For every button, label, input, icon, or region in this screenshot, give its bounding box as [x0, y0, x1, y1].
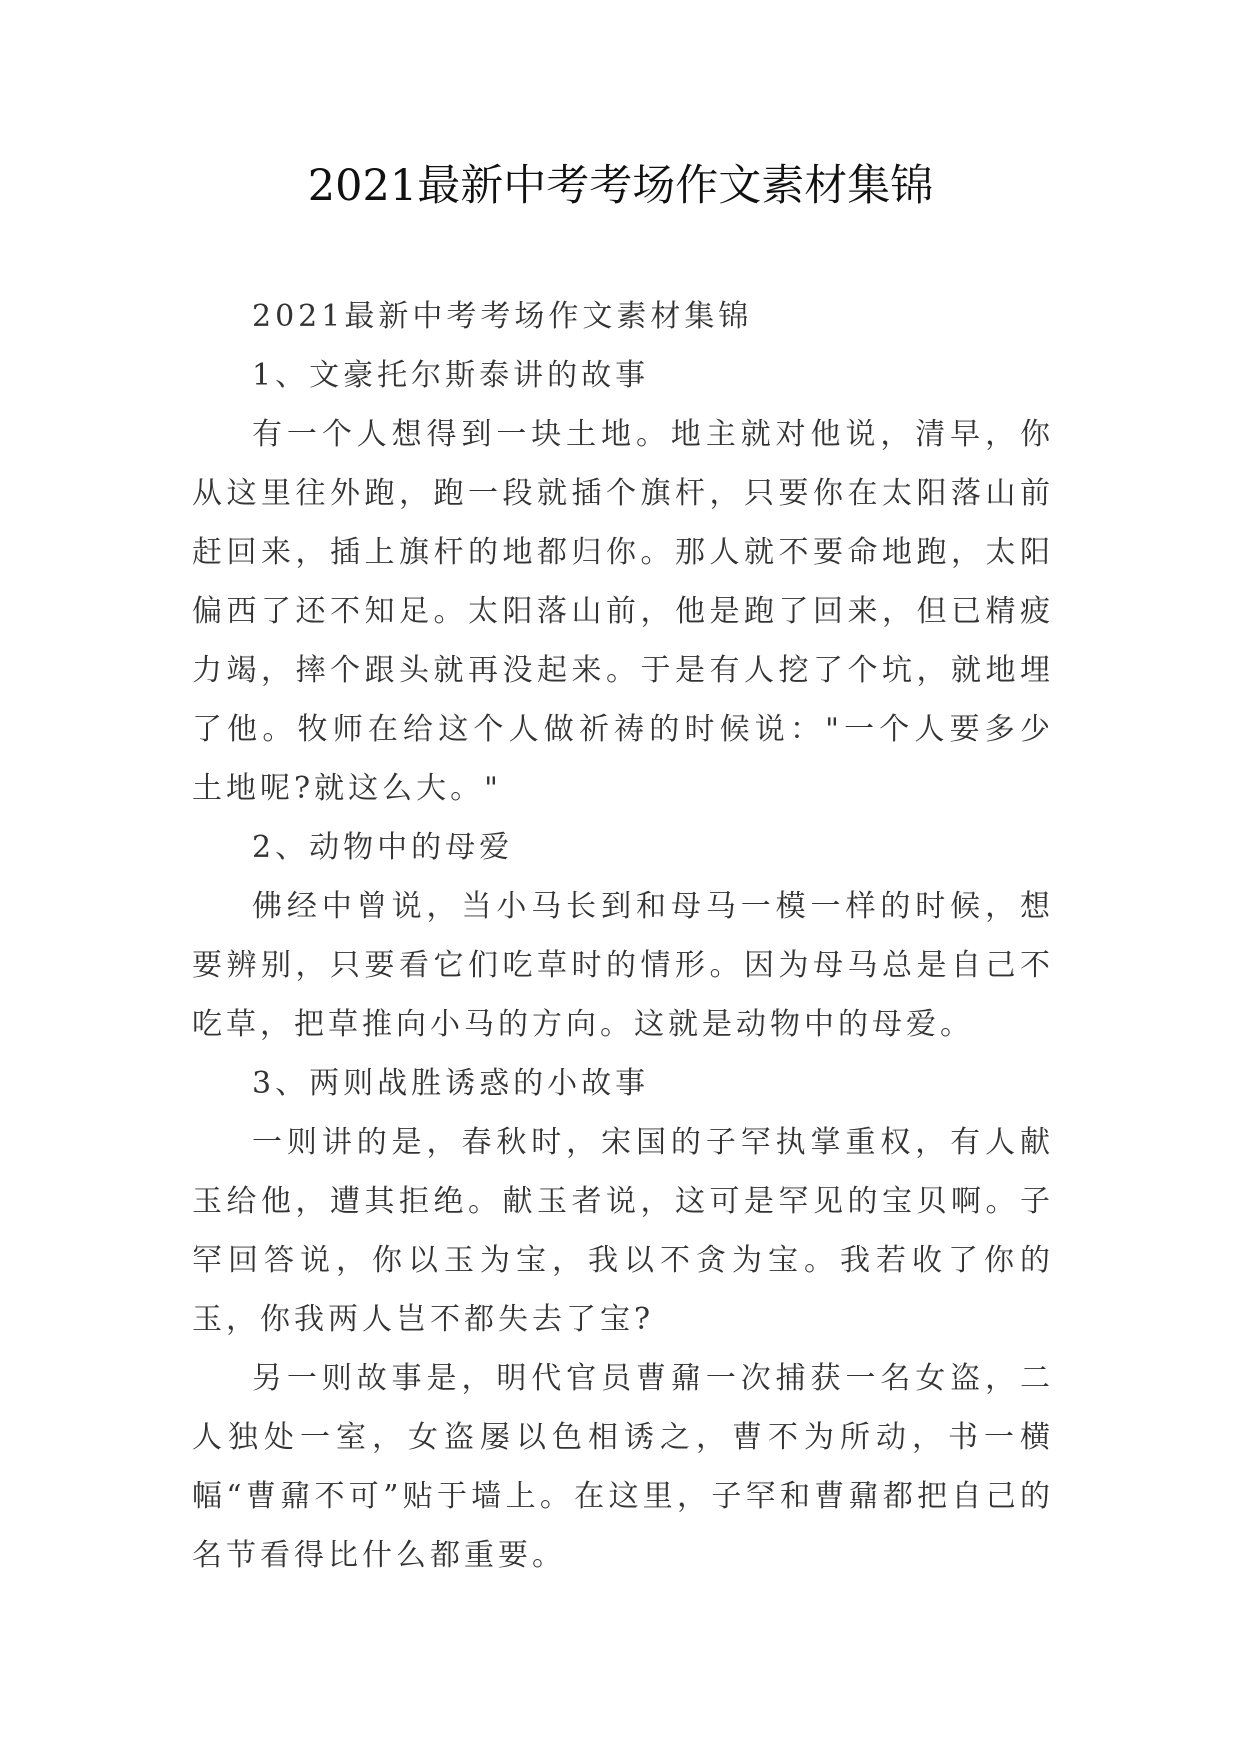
paragraph-heading: 2021最新中考考场作文素材集锦	[252, 299, 753, 334]
document-title: 2021最新中考考场作文素材集锦	[307, 161, 934, 211]
paragraph: 有一个人想得到一块土地。地主就对他说，清早，你从这里往外跑，跑一段就插个旗杆，只要你在太阳落山前赶回来，插上旗杆的地都归你。那人就不要命地跑，太阳偏西了还不知足。太阳落山前，他是跑了回来，但已精疲力竭，摔个跟头就再没起来。于是有人挖了个坑，就地埋了他。牧师在给这个人做祈祷的时候说："一个人要多少土地呢?就这么大。"	[192, 417, 1054, 806]
section-heading-3: 3、两则战胜诱惑的小故事	[252, 1066, 650, 1101]
section-heading-1: 1、文豪托尔斯泰讲的故事	[252, 358, 650, 393]
paragraph: 另一则故事是，明代官员曹鼐一次捕获一名女盗，二人独处一室，女盗屡以色相诱之，曹不为所动，书一横幅“曹鼐不可”贴于墙上。在这里，子罕和曹鼐都把自己的名节看得比什么都重要。	[192, 1361, 1054, 1573]
section-heading-2: 2、动物中的母爱	[252, 830, 514, 865]
paragraph: 佛经中曾说，当小马长到和母马一模一样的时候，想要辨别，只要看它们吃草时的情形。因为母马总是自己不吃草，把草推向小马的方向。这就是动物中的母爱。	[192, 889, 1054, 1042]
paragraph: 一则讲的是，春秋时，宋国的子罕执掌重权，有人献玉给他，遭其拒绝。献玉者说，这可是罕见的宝贝啊。子罕回答说，你以玉为宝，我以不贪为宝。我若收了你的玉，你我两人岂不都失去了宝?	[192, 1125, 1054, 1337]
document-body	[192, 287, 1054, 1585]
